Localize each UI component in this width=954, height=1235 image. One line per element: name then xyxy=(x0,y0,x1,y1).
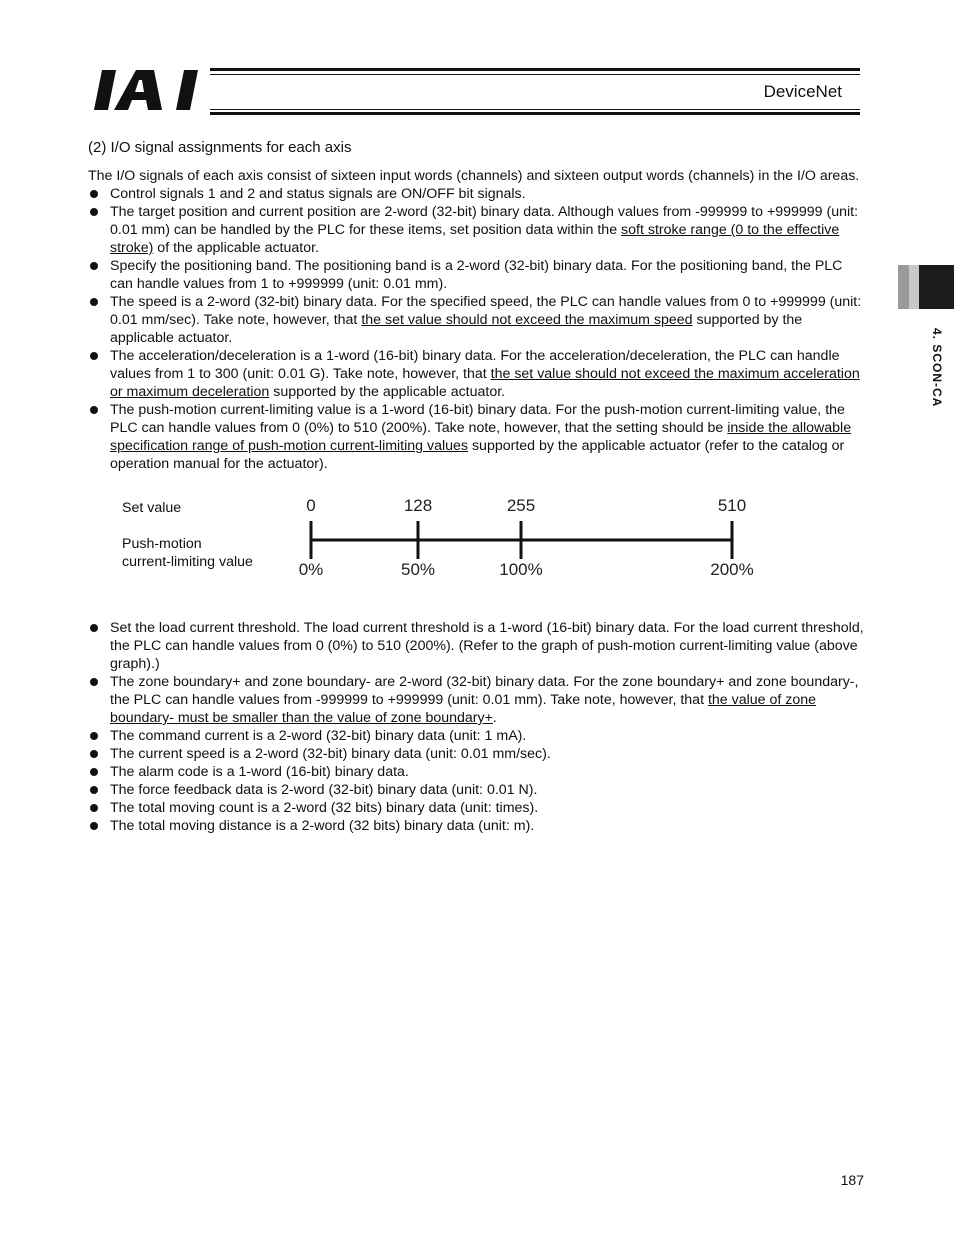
bullet-dot-icon xyxy=(90,804,98,812)
bullet-text: The current speed is a 2-word (32-bit) binary data (unit: 0.01 mm/sec). xyxy=(110,746,551,762)
bullet-text: Set the load current threshold. The load current threshold is a 1-word (16-bit) binary data. For the load current threshold, the PLC can handle values from 0 (0%) to 510 (200%). (Refer to the graph of push-motion current-limiting value (above graph).) xyxy=(110,620,864,672)
bullet-text: The command current is a 2-word (32-bit) binary data (unit: 1 mA). xyxy=(110,728,527,744)
bullet-text: The push-motion current-limiting value is a 1-word (16-bit) binary data. For the push-motion current-limiting value, the PLC can handle values from 0 (0%) to 510 (200%). Take note, however, that the setting should be xyxy=(110,402,845,436)
bullet-item xyxy=(88,185,868,203)
product-name: DeviceNet xyxy=(763,82,842,101)
side-tab-shade-light xyxy=(909,265,919,309)
chapter-tab-label: 4. SCON-CA xyxy=(930,328,944,408)
bullet-item xyxy=(88,727,868,745)
push-current-figure xyxy=(88,491,868,619)
bullet-text: supported by the applicable actuator. xyxy=(269,384,506,400)
bullet-text: The force feedback data is 2-word (32-bit) binary data (unit: 0.01 N). xyxy=(110,782,538,798)
bullet-item xyxy=(88,619,868,673)
bullet-list-top xyxy=(88,185,868,473)
bullet-item xyxy=(88,745,868,763)
iai-logo xyxy=(92,66,210,114)
bullet-item xyxy=(88,673,868,727)
header-rule xyxy=(210,68,860,116)
underlined-text: the set value should not exceed the maximum acceleration or maximum deceleration xyxy=(110,366,860,400)
bullet-dot-icon xyxy=(90,352,98,360)
body-text xyxy=(88,167,868,835)
bullet-item xyxy=(88,401,868,473)
bullet-text: The acceleration/deceleration is a 1-word (16-bit) binary data. For the acceleration/deceleration, the PLC can handle values from 1 to 300 (unit: 0.01 G). Take note, however, that xyxy=(110,348,840,382)
side-tab-marker xyxy=(919,265,954,309)
bullet-text: of the applicable actuator. xyxy=(153,240,319,256)
bullet-text: Specify the positioning band. The positioning band is a 2-word (32-bit) binary data. For the positioning band, the PLC can handle values from 1 to +999999 (unit: 0.01 mm). xyxy=(110,258,843,292)
section-title: (2) I/O signal assignments for each axis xyxy=(88,139,352,156)
tick-percent-label: 200% xyxy=(710,560,754,579)
bullet-text: The total moving distance is a 2-word (32 bits) binary data (unit: m). xyxy=(110,818,535,834)
underlined-text: the value of zone boundary- must be smaller than the value of zone boundary+ xyxy=(110,692,817,726)
bullet-dot-icon xyxy=(90,262,98,270)
bullet-item xyxy=(88,799,868,817)
page-number: 187 xyxy=(840,1172,864,1188)
bullet-item xyxy=(88,781,868,799)
bullet-dot-icon xyxy=(90,732,98,740)
bullet-item xyxy=(88,257,868,293)
bullet-item xyxy=(88,817,868,835)
bullet-item xyxy=(88,347,868,401)
tick-percent-label: 100% xyxy=(499,560,543,579)
bullet-dot-icon xyxy=(90,190,98,198)
bullet-dot-icon xyxy=(90,768,98,776)
bullet-dot-icon xyxy=(90,208,98,216)
bullet-dot-icon xyxy=(90,822,98,830)
bullet-dot-icon xyxy=(90,750,98,758)
label-push-motion: Push-motion xyxy=(122,536,202,552)
tick-percent-label: 0% xyxy=(298,560,324,579)
bullet-item xyxy=(88,763,868,781)
label-current-limiting: current-limiting value xyxy=(122,554,253,570)
underlined-text: the set value should not exceed the maximum speed xyxy=(361,312,693,328)
bullet-text: The alarm code is a 1-word (16-bit) binary data. xyxy=(110,764,409,780)
tick-value-label: 255 xyxy=(506,496,536,515)
intro-paragraph: The I/O signals of each axis consist of sixteen input words (channels) and sixteen output words (channels) in the I/O areas. xyxy=(88,168,860,184)
bullet-list-bottom xyxy=(88,619,868,835)
bullet-text: supported by the applicable actuator (refer to the catalog or operation manual for the actuator). xyxy=(110,438,845,472)
bullet-dot-icon xyxy=(90,678,98,686)
bullet-text: The zone boundary+ and zone boundary- are 2-word (32-bit) binary data. For the zone boundary+ and zone boundary-, the PLC can handle values from -999999 to +999999 (unit: 0.01 mm). Take note, however, that xyxy=(110,674,859,708)
bullet-text: . xyxy=(492,710,497,726)
bullet-text: The total moving count is a 2-word (32 bits) binary data (unit: times). xyxy=(110,800,539,816)
bullet-item xyxy=(88,293,868,347)
bullet-dot-icon xyxy=(90,298,98,306)
bullet-dot-icon xyxy=(90,406,98,414)
scale-diagram xyxy=(88,491,868,619)
tick-value-label: 128 xyxy=(403,496,433,515)
bullet-item xyxy=(88,203,868,257)
underlined-text: inside the allowable specification range of push-motion current-limiting values xyxy=(110,420,852,454)
tick-percent-label: 50% xyxy=(400,560,436,579)
bullet-text: The target position and current position are 2-word (32-bit) binary data. Although values from -999999 to +999999 (unit: 0.01 mm) can be handled by the PLC for these items, set position data within the xyxy=(110,204,859,238)
bullet-text: Control signals 1 and 2 and status signals are ON/OFF bit signals. xyxy=(110,186,526,202)
tick-value-label: 0 xyxy=(306,496,316,515)
bullet-text: supported by the applicable actuator. xyxy=(110,312,803,346)
tick-value-label: 510 xyxy=(717,496,747,515)
underlined-text: soft stroke range (0 to the effective stroke) xyxy=(110,222,840,256)
bullet-dot-icon xyxy=(90,624,98,632)
label-set-value: Set value xyxy=(122,500,182,516)
bullet-dot-icon xyxy=(90,786,98,794)
bullet-text: The speed is a 2-word (32-bit) binary data. For the specified speed, the PLC can handle values from 0 to +999999 (unit: 0.01 mm/sec). Take note, however, that xyxy=(110,294,862,328)
